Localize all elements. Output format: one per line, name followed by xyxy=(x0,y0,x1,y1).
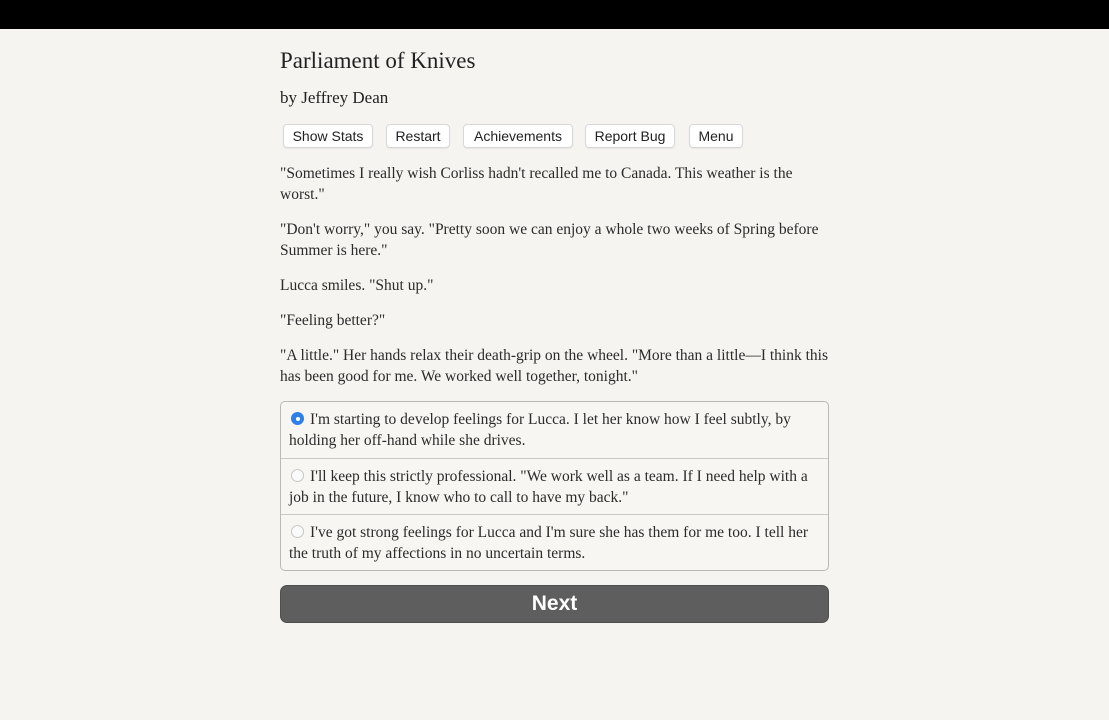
story-paragraph: "A little." Her hands relax their death-grip on the wheel. "More than a little—I think this has been good for me. We worked well together, tonight." xyxy=(280,347,828,385)
next-button[interactable]: Next xyxy=(280,585,829,623)
radio-selected-icon[interactable] xyxy=(291,412,304,425)
achievements-button[interactable]: Achievements xyxy=(463,124,573,148)
toolbar xyxy=(280,124,829,148)
choice-option-1[interactable] xyxy=(281,402,828,458)
game-container xyxy=(280,29,829,623)
choice-label: I've got strong feelings for Lucca and I'm sure she has them for me too. I tell her the truth of my affections in no uncertain terms. xyxy=(289,524,808,562)
menu-button[interactable]: Menu xyxy=(689,124,743,148)
radio-unselected-icon[interactable] xyxy=(291,525,304,538)
story-paragraph: Lucca smiles. "Shut up." xyxy=(280,277,434,294)
choice-label: I'll keep this strictly professional. "We work well as a team. If I need help with a job in the future, I know who to call to have my back." xyxy=(289,468,808,506)
top-black-bar xyxy=(0,0,1109,29)
choice-option-3[interactable] xyxy=(281,514,828,570)
game-author: by Jeffrey Dean xyxy=(280,88,389,107)
story-paragraph: "Sometimes I really wish Corliss hadn't recalled me to Canada. This weather is the worst." xyxy=(280,165,793,203)
story-paragraph: "Don't worry," you say. "Pretty soon we can enjoy a whole two weeks of Spring before Summer is here." xyxy=(280,221,819,259)
story-paragraph: "Feeling better?" xyxy=(280,312,386,329)
radio-unselected-icon[interactable] xyxy=(291,469,304,482)
story-text xyxy=(280,163,829,387)
restart-button[interactable]: Restart xyxy=(386,124,450,148)
show-stats-button[interactable]: Show Stats xyxy=(283,124,373,148)
game-title: Parliament of Knives xyxy=(280,48,476,73)
choice-list xyxy=(280,401,829,571)
choice-option-2[interactable] xyxy=(281,458,828,514)
report-bug-button[interactable]: Report Bug xyxy=(585,124,675,148)
choice-label: I'm starting to develop feelings for Lucca. I let her know how I feel subtly, by holding her off-hand while she drives. xyxy=(289,411,791,449)
